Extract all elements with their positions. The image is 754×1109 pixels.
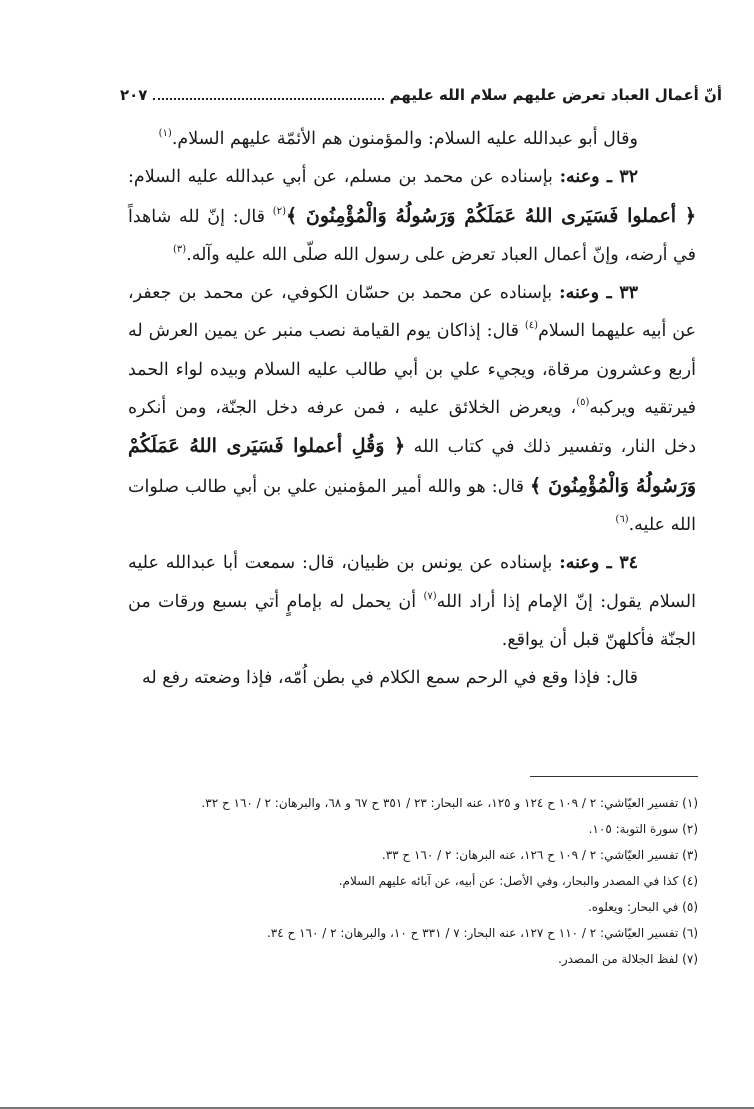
hadith-32-lead: وعنه:: [559, 167, 600, 188]
hadith-33-text-c: ، ويعرض الخلائق عليه ، فمن عرفه دخل الجنّة، ومن أنكره دخل النار، وتفسير ذلك في كتاب الله: [128, 398, 696, 458]
header-title: أنّ أعمال العباد تعرض عليهم سلام الله عليهم: [389, 86, 722, 104]
footnote-ref-2: (٢): [272, 205, 286, 217]
hadith-33-text-a: بإسناده عن محمد بن حسّان الكوفي، عن محمد بن جعفر، عن أبيه عليهما السلام: [128, 283, 696, 342]
footnote-6: (٦) تفسير العيّاشي: ٢ / ١١٠ ح ١٢٧، عنه البحار: ٧ / ٣٣١ ح ١٠، والبرهان: ٢ / ١٦٠ ح ٣٤.: [266, 926, 698, 940]
footnote-ref-1: (١): [158, 128, 172, 139]
footnote-3: (٣) تفسير العيّاشي: ٢ / ١٠٩ ح ١٢٦، عنه البرهان: ٢ / ١٦٠ ح ٣٣.: [381, 848, 698, 862]
paragraph-1-text: وقال أبو عبدالله عليه السلام: والمؤمنون هم الأئمّة عليهم السلام.: [171, 129, 638, 149]
paragraph-1: [128, 120, 696, 158]
hadith-32-number: ٣٢ ـ: [599, 167, 639, 188]
footnote-7: (٧) لفظ الجلالة من المصدر.: [558, 952, 698, 966]
paragraph-continuation: قال: فإذا وقع في الرحم سمع الكلام في بطن اُمّه، فإذا وضعته رفع له: [142, 668, 638, 689]
hadith-32: [128, 158, 696, 274]
hadith-33-text-d: قال: هو والله أمير المؤمنين علي بن أبي طالب صلوات الله عليه.: [128, 476, 696, 535]
running-header: [120, 80, 722, 110]
footnote-ref-7: (٧): [423, 590, 437, 602]
footnote-ref-6: (٦): [615, 513, 629, 525]
hadith-32-text-a: بإسناده عن محمد بن مسلم، عن أبي عبدالله عليه السلام:: [128, 167, 560, 188]
footnote-separator: [530, 776, 698, 777]
main-text: [128, 120, 696, 697]
hadith-34-text-a: بإسناده عن يونس بن ظبيان، قال: سمعت أبا عبدالله عليه السلام يقول: إنّ الإمام إذا أراد الله: [128, 553, 696, 612]
footnote-ref-3: (٣): [172, 243, 187, 255]
hadith-33-lead: وعنه:: [559, 283, 600, 304]
header-dot-leader: [153, 90, 383, 100]
hadith-34-lead: وعنه:: [559, 553, 600, 574]
hadith-34-number: ٣٤ ـ: [599, 553, 638, 574]
footnote-4: (٤) كذا في المصدر والبحار، وفي الأصل: عن أبيه، عن آبائه عليهم السلام.: [338, 874, 698, 888]
footnote-5: (٥) في البحار: ويعلوه.: [587, 900, 698, 914]
quran-verse-1: ﴿ أعملوا فَسَيَرى اللهُ عَمَلَكُمْ وَرَسُولُهُ وَالْمُؤْمِنُونَ ﴾: [285, 204, 696, 227]
hadith-32-text-b: قال: إنّ لله شاهداً في أرضه، وإنّ أعمال العباد تعرض على رسول الله صلّى الله عليه وآله.: [128, 206, 696, 265]
footnotes: [128, 790, 698, 972]
hadith-33: [128, 274, 696, 544]
footnote-ref-5: (٥): [576, 397, 590, 409]
quran-verse-2: ﴿ وَقُلِ أعملوا فَسَيَرى اللهُ عَمَلَكُمْ وَرَسُولُهُ وَالْمُؤْمِنُونَ ﴾: [128, 435, 696, 497]
hadith-33-number: ٣٣ ـ: [599, 283, 638, 304]
footnote-2: (٢) سورة التوبة: ١٠٥.: [588, 822, 698, 836]
hadith-34-text-b: أن يحمل له بإمامٍ أتي بسبع ورقات من الجنّة فأكلهنّ قبل أن يواقع.: [128, 591, 696, 650]
footnote-1: (١) تفسير العيّاشي: ٢ / ١٠٩ ح ١٢٤ و ١٢٥، عنه البحار: ٢٣ / ٣٥١ ح ٦٧ و ٦٨، والبرهان: ٢ / ١٦٠ ح ٣٢.: [201, 796, 698, 810]
page-number: ٢٠٧: [120, 86, 148, 104]
footnote-ref-4: (٤): [524, 320, 539, 332]
hadith-33-text-b: قال: إذاكان يوم القيامة نصب منبر عن يمين العرش له أربع وعشرون مرقاة، ويجيء علي بن أبي طالب عليه السلام وبيده لواء الحمد فيرتقيه ويركبه: [128, 321, 696, 419]
hadith-34: [128, 544, 696, 659]
